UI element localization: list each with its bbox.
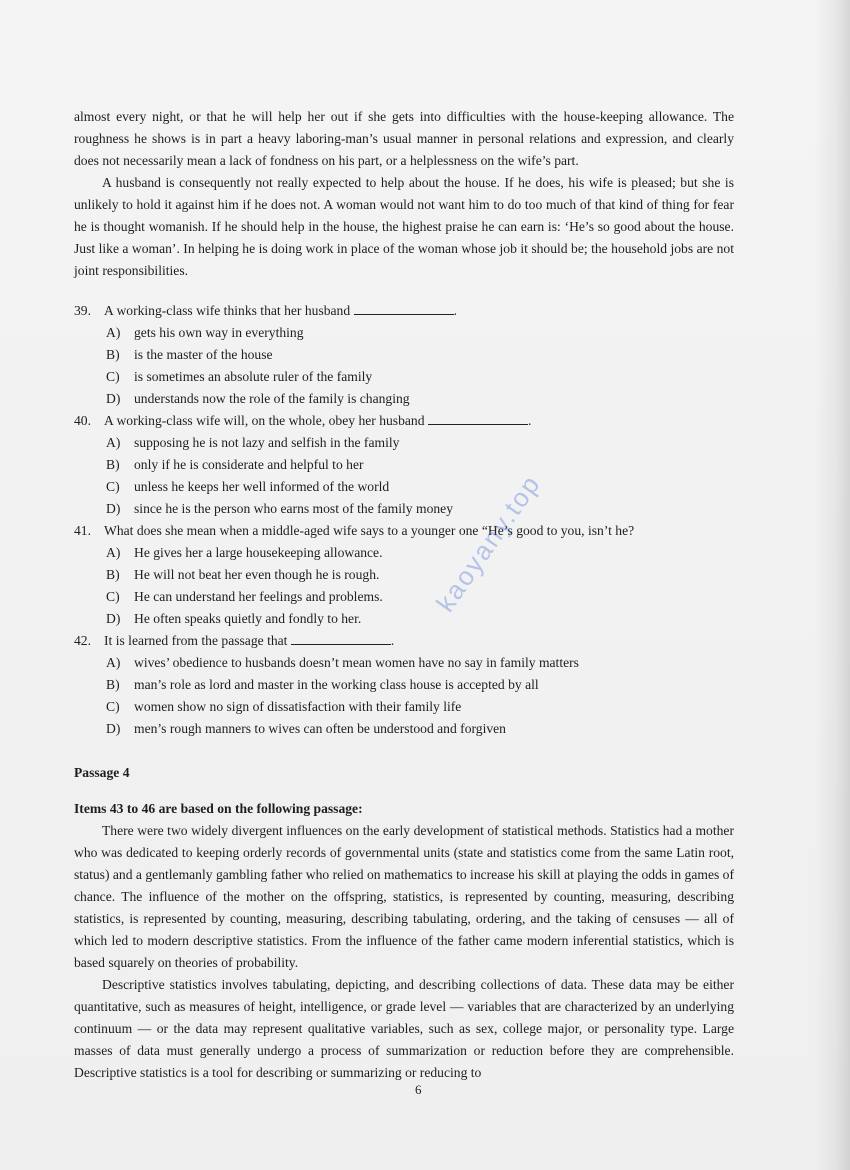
question-39 [74, 300, 734, 410]
option-text: wives’ obedience to husbands doesn’t mean women have no say in family matters [134, 655, 579, 670]
question-text: It is learned from the passage that [104, 633, 288, 648]
option-text: understands now the role of the family is changing [134, 391, 410, 406]
question-text: What does she mean when a middle-aged wife says to a younger one “He’s good to you, isn’t he? [104, 523, 635, 538]
option-text: only if he is considerate and helpful to her [134, 457, 364, 472]
watermark-text: kaoyany.top [430, 468, 547, 618]
answer-blank [291, 632, 391, 645]
option-letter: C) [106, 589, 120, 604]
option-a [74, 542, 734, 564]
option-letter: B) [106, 457, 120, 472]
option-letter: D) [106, 501, 121, 516]
option-d [74, 608, 734, 630]
question-stem [74, 300, 734, 322]
option-c [74, 696, 734, 718]
option-text: is sometimes an absolute ruler of the family [134, 369, 373, 384]
option-text: gets his own way in everything [134, 325, 304, 340]
option-text: women show no sign of dissatisfaction with their family life [134, 699, 462, 714]
option-b [74, 674, 734, 696]
option-d [74, 388, 734, 410]
question-list [74, 300, 734, 740]
question-number: 41. [74, 523, 91, 538]
passage-heading: Passage 4 [74, 765, 130, 780]
option-text: He gives her a large housekeeping allowance. [134, 545, 383, 560]
question-end-punct: . [453, 303, 457, 318]
option-letter: D) [106, 611, 121, 626]
option-letter: B) [106, 677, 120, 692]
answer-blank [428, 412, 528, 425]
option-text: men’s rough manners to wives can often be understood and forgiven [134, 721, 506, 736]
question-40 [74, 410, 734, 520]
passage4-paragraph-2: Descriptive statistics involves tabulating, depicting, and describing collections of data. These data may be either quantitative, such as measures of height, intelligence, or grade level — variables that are characterized by an underlying continuum — or the data may represent qualitative variables, such as sex, college major, or personality type. Large masses of data must generally undergo a process of summarization or reduction before they are comprehensible. Descriptive statistics is a tool for describing or summarizing or reducing to [74, 976, 734, 1080]
option-b [74, 454, 734, 476]
question-stem [74, 630, 734, 652]
option-b [74, 344, 734, 366]
question-stem [74, 520, 734, 542]
option-text: He often speaks quietly and fondly to her. [134, 611, 362, 626]
question-number: 39. [74, 303, 91, 318]
option-text: supposing he is not lazy and selfish in the family [134, 435, 400, 450]
option-letter: C) [106, 699, 120, 714]
question-number: 42. [74, 633, 91, 648]
question-stem [74, 410, 734, 432]
option-text: He can understand her feelings and problems. [134, 589, 383, 604]
question-text: A working-class wife thinks that her husband [104, 303, 351, 318]
option-letter: A) [106, 545, 121, 560]
option-text: He will not beat her even though he is rough. [134, 567, 380, 582]
answer-blank [354, 302, 454, 315]
option-a [74, 322, 734, 344]
option-letter: B) [106, 347, 120, 362]
option-a [74, 432, 734, 454]
question-42 [74, 630, 734, 740]
option-c [74, 366, 734, 388]
option-text: man’s role as lord and master in the working class house is accepted by all [134, 677, 539, 692]
option-text: unless he keeps her well informed of the world [134, 479, 390, 494]
option-letter: A) [106, 435, 121, 450]
option-letter: A) [106, 325, 121, 340]
passage-paragraph-2: A husband is consequently not really expected to help about the house. If he does, his wife is pleased; but she is unlikely to hold it against him if he does not. A woman would not want him to do too much of that kind of thing for fear he is thought womanish. If he should help in the house, the highest praise he can earn is: ‘He’s so good about the house. Just like a woman’. In helping he is doing work in place of the woman whose job it should be; the household jobs are not joint responsibilities. [74, 175, 734, 278]
question-end-punct: . [390, 633, 395, 648]
option-letter: C) [106, 369, 120, 384]
question-end-punct: . [527, 413, 532, 428]
question-number: 40. [74, 413, 91, 428]
option-letter: C) [106, 479, 120, 494]
question-41 [74, 520, 734, 630]
question-text: A working-class wife will, on the whole, obey her husband [104, 413, 425, 428]
page-number: 6 [415, 1082, 422, 1097]
passage-subheading: Items 43 to 46 are based on the following passage: [74, 800, 363, 816]
option-c [74, 586, 734, 608]
option-letter: D) [106, 721, 121, 736]
option-a [74, 652, 734, 674]
option-letter: B) [106, 567, 120, 582]
passage4-paragraph-1: There were two widely divergent influences on the early development of statistical methods. Statistics had a mother who was dedicated to keeping orderly records of governmental units (state and statistics come from the same Latin root, status) and a gentlemanly gambling father who relied on mathematics to increase his skill at playing the odds in games of chance. The influence of the mother on the offspring, statistics, is represented by counting, measuring, describing statistics, is represented by counting, measuring, describing tabulating, ordering, and the taking of censuses — all of which led to modern descriptive statistics. From the influence of the father came modern inferential statistics, which is based squarely on theories of probability. [74, 822, 734, 970]
option-letter: A) [106, 655, 121, 670]
passage-paragraph-1: almost every night, or that he will help her out if she gets into difficulties with the house-keeping allowance. The roughness he shows is in part a heavy laboring-man’s usual manner in personal relations and expression, and clearly does not necessarily mean a lack of fondness on his part, or a helplessness on the wife’s part. [74, 109, 734, 168]
option-c [74, 476, 734, 498]
option-letter: D) [106, 391, 121, 406]
option-d [74, 718, 734, 740]
option-text: is the master of the house [134, 347, 273, 362]
option-b [74, 564, 734, 586]
page-edge-shadow [814, 0, 850, 1170]
option-text: since he is the person who earns most of the family money [134, 501, 454, 516]
option-d [74, 498, 734, 520]
page-content [74, 106, 734, 1084]
